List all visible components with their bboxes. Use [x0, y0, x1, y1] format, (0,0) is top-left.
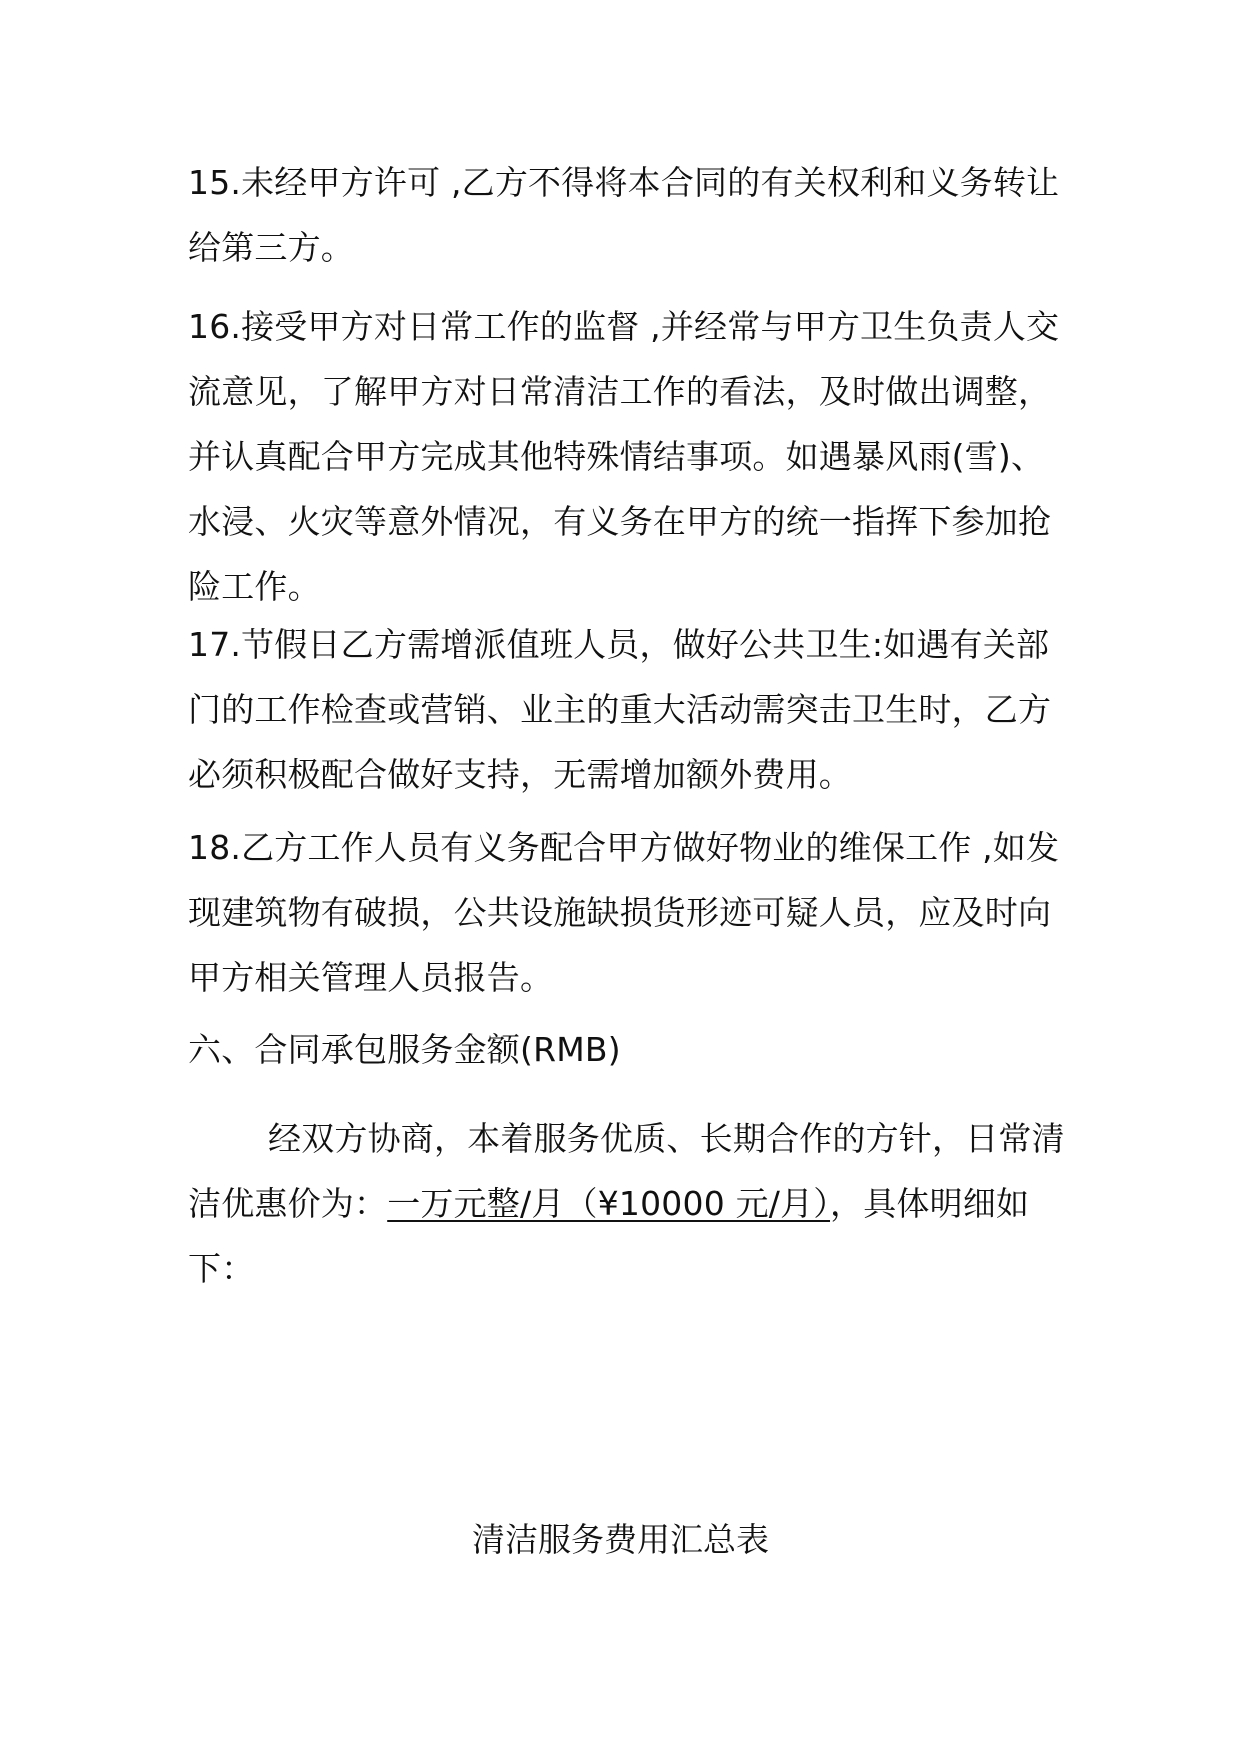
price-text-after: ，具体明细如下： [188, 1184, 1030, 1288]
table-title: 清洁服务费用汇总表 [472, 1520, 769, 1559]
clause-16: 16.接受甲方对日常工作的监督 ,并经常与甲方卫生负责人交流意见，了解甲方对日常清洁工作的看法，及时做出调整，并认真配合甲方完成其他特殊情结事项。如遇暴风雨(雪)、水浸、火灾等意外情况，有义务在甲方的统一指挥下参加抢险工作。 [188, 307, 1060, 606]
clause-18: 18.乙方工作人员有义务配合甲方做好物业的维保工作 ,如发现建筑物有破损，公共设施缺损货形迹可疑人员，应及时向甲方相关管理人员报告。 [188, 828, 1060, 997]
price-text-before: 经双方协商，本着服务优质、长期合作的方针，日常清洁优惠价为： [188, 1119, 1065, 1223]
clause-17: 17.节假日乙方需增派值班人员，做好公共卫生:如遇有关部门的工作检查或营销、业主的重大活动需突击卫生时，乙方必须积极配合做好支持，无需增加额外费用。 [188, 625, 1052, 794]
clause-15: 15.未经甲方许可 ,乙方不得将本合同的有关权利和义务转让给第三方。 [188, 163, 1060, 267]
price-paragraph [188, 1106, 1068, 1301]
price-amount: 一万元整/月（¥10000 元/月） [387, 1184, 831, 1223]
section-heading: 六、合同承包服务金额(RMB) [188, 1030, 621, 1069]
